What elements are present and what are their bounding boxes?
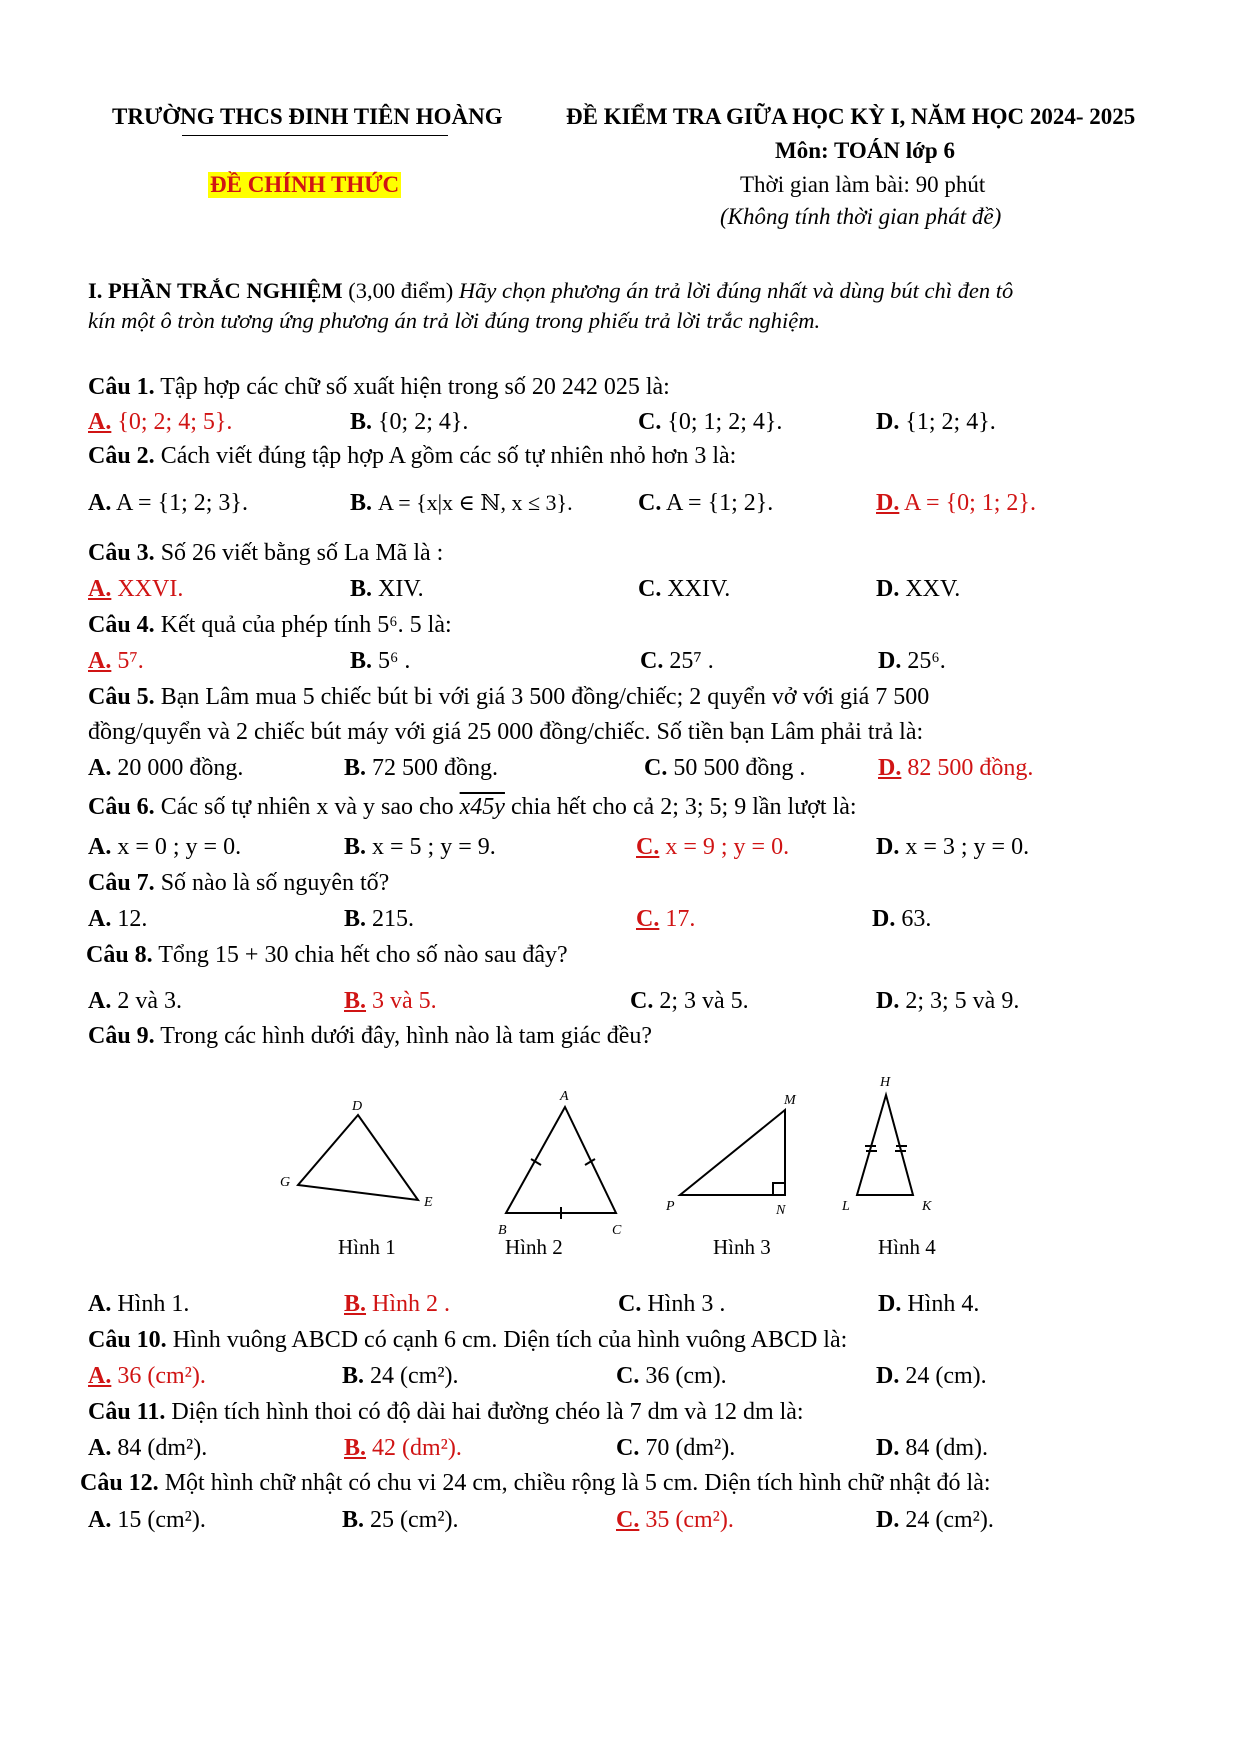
school-name: TRƯỜNG THCS ĐINH TIÊN HOÀNG	[112, 104, 503, 129]
q12-option-b: B. 25 (cm²).	[342, 1507, 459, 1533]
section-title: I. PHẦN TRẮC NGHIỆM	[88, 278, 343, 303]
section-instruction-1: Hãy chọn phương án trả lời đúng nhất và dùng bút chì đen tô	[458, 278, 1014, 303]
q3-option-d: D. XXV.	[876, 576, 961, 602]
q8-option-c: C. 2; 3 và 5.	[630, 988, 749, 1014]
q9-option-c: C. Hình 3 .	[618, 1291, 726, 1317]
q5-option-d: D. 82 500 đồng.	[878, 755, 1034, 781]
q3-option-c: C. XXIV.	[638, 576, 731, 602]
fig2-vertex-a: A	[560, 1089, 569, 1104]
q9-option-b: B. Hình 2 .	[344, 1291, 451, 1317]
q4-option-b: B. 5⁶ .	[350, 648, 411, 674]
q1-option-a: A. {0; 2; 4; 5}.	[88, 409, 233, 435]
q4-option-a: A. 5⁷.	[88, 648, 144, 674]
fig4-vertex-h: H	[880, 1075, 891, 1090]
q12-option-a: A. 15 (cm²).	[88, 1507, 206, 1533]
question-3: Câu 3. Số 26 viết bằng số La Mã là :	[88, 540, 444, 566]
fig1-vertex-d: D	[352, 1099, 363, 1114]
figure-1-triangle	[298, 1115, 418, 1200]
q6-option-d: D. x = 3 ; y = 0.	[876, 834, 1030, 860]
question-1	[88, 374, 670, 401]
fig3-vertex-n: N	[776, 1203, 786, 1218]
figure-2-caption: Hình 2	[505, 1235, 563, 1259]
figure-2-triangle	[506, 1107, 616, 1219]
question-7: Câu 7. Số nào là số nguyên tố?	[88, 870, 390, 896]
q4-option-d: D. 25⁶.	[878, 648, 946, 674]
school-underline	[182, 135, 448, 136]
q11-option-c: C. 70 (dm²).	[616, 1435, 736, 1461]
overline-number: x45y	[459, 794, 505, 820]
question-8: Câu 8. Tổng 15 + 30 chia hết cho số nào sau đây?	[86, 942, 568, 968]
q5-option-b: B. 72 500 đồng.	[344, 755, 499, 781]
question-9: Câu 9. Trong các hình dưới đây, hình nào là tam giác đều?	[88, 1023, 653, 1049]
section-points: (3,00 điểm)	[342, 278, 459, 303]
q2-option-b: B. A = {x|x ∈ ℕ, x ≤ 3}.	[350, 490, 573, 516]
official-label: ĐỀ CHÍNH THỨC	[210, 172, 400, 197]
fig1-vertex-e: E	[424, 1195, 433, 1210]
triangle-figures	[260, 1060, 980, 1260]
q10-option-a: A. 36 (cm²).	[88, 1363, 206, 1389]
fig4-vertex-l: L	[842, 1199, 850, 1214]
question-11: Câu 11. Diện tích hình thoi có độ dài hai đường chéo là 7 dm và 12 dm là:	[88, 1399, 804, 1425]
q8-option-a: A. 2 và 3.	[88, 988, 182, 1014]
q3-option-a: A. XXVI.	[88, 576, 184, 602]
q1-option-b: B. {0; 2; 4}.	[350, 409, 469, 435]
q1-option-d: D. {1; 2; 4}.	[876, 409, 996, 435]
q5-option-c: C. 50 500 đồng .	[644, 755, 806, 781]
q8-option-d: D. 2; 3; 5 và 9.	[876, 988, 1020, 1014]
q12-option-d: D. 24 (cm²).	[876, 1507, 994, 1533]
question-6: Câu 6. Các số tự nhiên x và y sao cho x45y chia hết cho cả 2; 3; 5; 9 lần lượt là:	[88, 794, 857, 820]
q7-option-a: A. 12.	[88, 906, 148, 932]
q3-option-b: B. XIV.	[350, 576, 424, 602]
q10-option-b: B. 24 (cm²).	[342, 1363, 459, 1389]
question-4: Câu 4. Kết quả của phép tính 5⁶. 5 là:	[88, 612, 452, 638]
q7-option-b: B. 215.	[344, 906, 415, 932]
fig2-vertex-c: C	[612, 1223, 622, 1238]
q2-option-d: D. A = {0; 1; 2}.	[876, 490, 1036, 516]
duration-note: (Không tính thời gian phát đề)	[720, 204, 1002, 229]
question-12: Câu 12. Một hình chữ nhật có chu vi 24 cm, chiều rộng là 5 cm. Diện tích hình chữ nhật đó là:	[80, 1470, 991, 1496]
question-10: Câu 10. Hình vuông ABCD có cạnh 6 cm. Diện tích của hình vuông ABCD là:	[88, 1327, 848, 1353]
q6-option-a: A. x = 0 ; y = 0.	[88, 834, 242, 860]
q11-option-a: A. 84 (dm²).	[88, 1435, 208, 1461]
figure-3-triangle	[680, 1110, 785, 1195]
figure-4-caption: Hình 4	[878, 1235, 936, 1259]
fig3-vertex-p: P	[666, 1199, 675, 1214]
q10-option-c: C. 36 (cm).	[616, 1363, 727, 1389]
figure-3-caption: Hình 3	[713, 1235, 771, 1259]
fig1-vertex-g: G	[280, 1175, 291, 1190]
q7-option-c: C. 17.	[636, 906, 696, 932]
figure-1-caption: Hình 1	[338, 1235, 396, 1259]
q8-option-b: B. 3 và 5.	[344, 988, 437, 1014]
section-heading-line	[88, 278, 1013, 304]
q6-option-b: B. x = 5 ; y = 9.	[344, 834, 496, 860]
q4-option-c: C. 25⁷ .	[640, 648, 714, 674]
fig4-vertex-k: K	[922, 1199, 932, 1214]
exam-title: ĐỀ KIỂM TRA GIỮA HỌC KỲ I, NĂM HỌC 2024- 2025	[566, 104, 1136, 129]
fig2-vertex-b: B	[498, 1223, 507, 1238]
duration: Thời gian làm bài: 90 phút	[740, 172, 986, 197]
section-instruction-2: kín một ô tròn tương ứng phương án trả lời đúng trong phiếu trả lời trắc nghiệm.	[88, 308, 821, 333]
q9-option-d: D. Hình 4.	[878, 1291, 980, 1317]
question-2: Câu 2. Cách viết đúng tập hợp A gồm các số tự nhiên nhỏ hơn 3 là:	[88, 443, 737, 469]
subject: Môn: TOÁN lớp 6	[775, 138, 955, 163]
question-5: Câu 5. Bạn Lâm mua 5 chiếc bút bi với giá 3 500 đồng/chiếc; 2 quyển vở với giá 7 500	[88, 684, 930, 710]
q12-option-c: C. 35 (cm²).	[616, 1507, 734, 1533]
question-5-line-2: đồng/quyển và 2 chiếc bút máy với giá 25 000 đồng/chiếc. Số tiền bạn Lâm phải trả là:	[88, 719, 924, 745]
q5-option-a: A. 20 000 đồng.	[88, 755, 244, 781]
q7-option-d: D. 63.	[872, 906, 932, 932]
q11-option-b: B. 42 (dm²).	[344, 1435, 462, 1461]
q1-option-c: C. {0; 1; 2; 4}.	[638, 409, 783, 435]
q11-option-d: D. 84 (dm).	[876, 1435, 988, 1461]
question-text: Tập hợp các chữ số xuất hiện trong số 20 242 025 là:	[154, 374, 670, 400]
q9-option-a: A. Hình 1.	[88, 1291, 190, 1317]
q6-option-c: C. x = 9 ; y = 0.	[636, 834, 790, 860]
figure-4-triangle	[857, 1095, 913, 1195]
fig3-vertex-m: M	[784, 1093, 796, 1108]
question-label: Câu 1.	[88, 374, 155, 400]
q10-option-d: D. 24 (cm).	[876, 1363, 987, 1389]
q2-option-c: C. A = {1; 2}.	[638, 490, 774, 516]
q2-option-a: A. A = {1; 2; 3}.	[88, 490, 248, 516]
